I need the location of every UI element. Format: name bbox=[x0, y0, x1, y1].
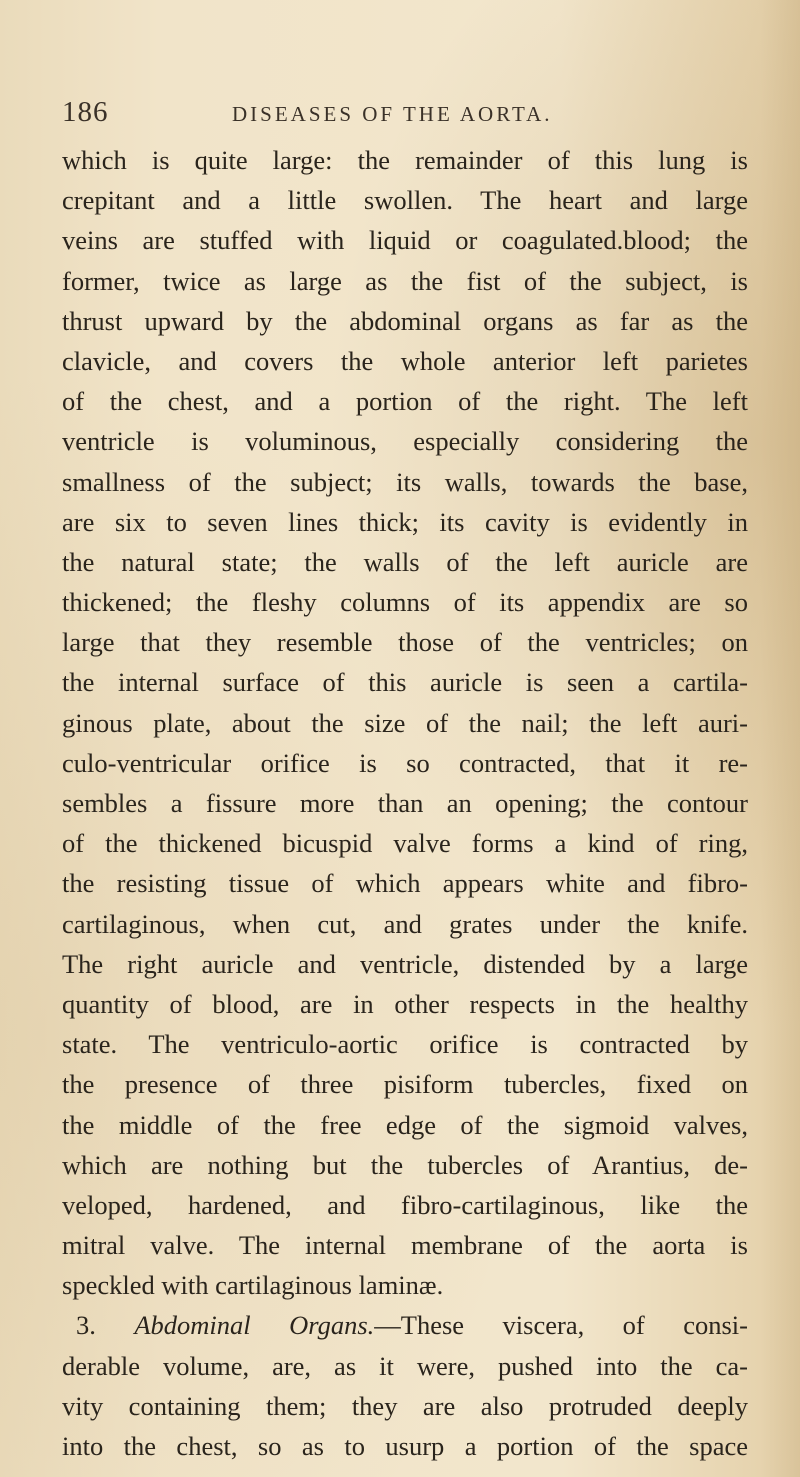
section-first-line bbox=[62, 1305, 748, 1345]
text-line: former, twice as large as the fist of the subject, is bbox=[62, 265, 748, 296]
text-line: the resisting tissue of which appears white and fibro- bbox=[62, 868, 748, 899]
text-line: derable volume, are, as it were, pushed into the ca- bbox=[62, 1350, 748, 1381]
text-line: the middle of the free edge of the sigmoid valves, bbox=[62, 1109, 748, 1140]
text-line: of the chest, and a portion of the right. The left bbox=[62, 386, 748, 417]
section-title: Abdominal Organs. bbox=[134, 1310, 375, 1341]
text-line: quantity of blood, are in other respects in the healthy bbox=[62, 988, 748, 1019]
text-line: smallness of the subject; its walls, towards the base, bbox=[62, 466, 748, 497]
running-head: DISEASES OF THE AORTA. bbox=[232, 102, 553, 126]
text-line: which is quite large: the remainder of this lung is bbox=[62, 145, 748, 175]
page-number: 186 bbox=[62, 96, 109, 128]
page-header bbox=[62, 96, 762, 136]
body-text bbox=[62, 140, 748, 1466]
text-line: veloped, hardened, and fibro-cartilaginous, like the bbox=[62, 1189, 748, 1220]
text-line: vity containing them; they are also protruded deeply bbox=[62, 1390, 748, 1421]
text-line: which are nothing but the tubercles of Arantius, de- bbox=[62, 1149, 748, 1180]
text-line: veins are stuffed with liquid or coagulated.blood; the bbox=[62, 225, 748, 256]
text-line: crepitant and a little swollen. The heart and large bbox=[62, 185, 748, 216]
text-line: state. The ventriculo-aortic orifice is contracted by bbox=[62, 1029, 748, 1060]
text-line: thrust upward by the abdominal organs as far as the bbox=[62, 305, 748, 336]
text-line: sembles a fissure more than an opening; the contour bbox=[62, 788, 748, 818]
text-line: culo-ventricular orifice is so contracted, that it re- bbox=[62, 747, 748, 778]
section-number: 3. bbox=[76, 1310, 96, 1341]
text-line: are six to seven lines thick; its cavity is evidently in bbox=[62, 506, 748, 537]
text-line: the natural state; the walls of the left auricle are bbox=[62, 546, 748, 577]
text-line: large that they resemble those of the ventricles; on bbox=[62, 627, 748, 658]
text-line: cartilaginous, when cut, and grates under the knife. bbox=[62, 908, 748, 939]
text-line: ventricle is voluminous, especially considering the bbox=[62, 426, 748, 457]
section-first-line-rest: —These viscera, of consi- bbox=[374, 1310, 748, 1341]
text-line: of the thickened bicuspid valve forms a kind of ring, bbox=[62, 828, 748, 859]
text-line: clavicle, and covers the whole anterior left parietes bbox=[62, 345, 748, 376]
text-line: the internal surface of this auricle is seen a cartila- bbox=[62, 667, 748, 698]
text-line: speckled with cartilaginous laminæ. bbox=[62, 1270, 444, 1301]
text-line: thickened; the fleshy columns of its appendix are so bbox=[62, 587, 748, 618]
text-line: into the chest, so as to usurp a portion of the space bbox=[62, 1431, 748, 1461]
text-line: The right auricle and ventricle, distended by a large bbox=[62, 948, 748, 979]
text-line: ginous plate, about the size of the nail; the left auri- bbox=[62, 707, 748, 738]
text-line: mitral valve. The internal membrane of the aorta is bbox=[62, 1230, 748, 1261]
text-line: the presence of three pisiform tubercles, fixed on bbox=[62, 1069, 748, 1100]
